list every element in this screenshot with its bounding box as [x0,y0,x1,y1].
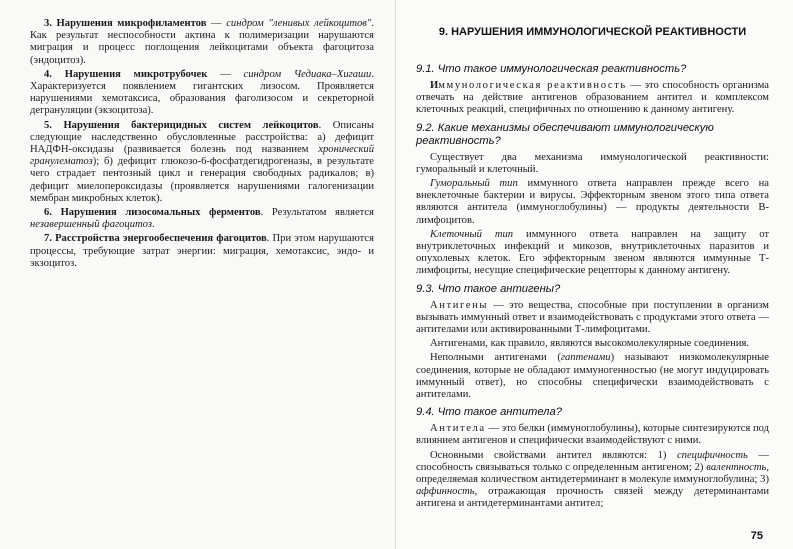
answer-9-4-p1 [416,423,769,447]
term: аффинность [416,486,475,498]
dash: — [207,68,244,80]
dash: — [206,18,227,29]
answer-9-3-p1 [416,300,769,337]
answer-text: иммунного ответа направлен на защиту от внутриклеточных инфекций и микозов, внутриклеточных паразитов и опухолевых клеток. Его эффекторным звеном являются иммунные Т-лимфоциты, несущие специфические рецепторы к данному антигену. [416,228,770,277]
question-9-1: 9.1. Что такое иммунологическая реактивность? [416,63,687,75]
list-item-7 [30,233,374,270]
answer-9-2-p3 [416,229,769,278]
drop-initial: И [430,80,439,91]
page-number: 75 [750,529,763,542]
item-number: 3. [44,18,52,29]
question-9-3: 9.3. Что такое антигены? [416,282,561,295]
term-spaced: Антигены [430,299,489,311]
question-9-2: 9.2. Какие механизмы обеспечивают иммунологическую реактивность? [416,121,714,147]
answer-text: иммунного ответа направлен прежде всего на внеклеточные бактерии и вирусы. Эффекторным звеном этого типа ответа являются антитела (иммуноглобулины) — продукты деятельности В-лимфоцитов. [416,178,769,226]
right-page [396,0,793,549]
item-term: хронический гранулематоз [30,144,374,168]
answer-text: ) называют низкомолекулярные соединения, которые не обладают иммуногенностью (не могут индуцировать иммунный ответ), но способны специфически взаимодействовать с антителами. [416,352,769,401]
item-number: 7. [44,233,52,245]
item-text: . [151,219,155,231]
answer-9-2-p2 [416,178,769,227]
answer-9-2-p1: Существует два механизма иммунологической реактивности: гуморальный и клеточный. [416,151,769,175]
answer-text: , определяемая количеством антидетерминант в молекуле иммуноглобулина; 3) [416,461,769,486]
left-page [0,0,396,549]
answer-9-3-p3 [416,352,769,401]
item-text: . Результатом является [260,207,374,219]
answer-text: — это способность организма отвечать на действие антигенов образованием антител и комплексом клеточных реакций, специфичных по отношению к данному антигену. [416,80,769,116]
answer-9-3-p2: Антигенами, как правило, являются высокомолекулярные соединения. [430,338,749,350]
item-heading: Нарушения бактерицидных систем лейкоцитов [63,119,319,131]
answer-9-1 [416,80,769,117]
item-text: . Как результат неспособности актина к полимеризации нарушаются миграция и процесс поглощения лейкоцитами объекта фагоцитоза (эндоцитоз). [30,18,374,66]
item-number: 6. [44,207,52,219]
list-item-3 [30,18,374,67]
list-item-6 [30,207,374,231]
item-term: незавершенный фагоцитоз [30,219,152,231]
answer-text: Основными свойствами антител являются: 1) [430,449,677,461]
item-heading: Нарушения лизосомальных ферментов [60,207,261,219]
item-text: . Описаны следующие наследственно обусловленные расстройства: а) дефицит НАДФН-оксидазы (развивается болезнь под названием [30,119,375,156]
term: специфичность [676,449,748,461]
item-heading: Расстройства энергообеспечения фагоцитов [55,233,267,245]
term: гаптенами [560,352,611,364]
item-heading: Нарушения микрофиламентов [56,18,207,29]
list-item-4 [30,69,374,118]
item-text: . При этом нарушаются процессы, требующие затрат энергии: миграция, хемотаксис, эндо- и экзоцитоз. [30,233,374,269]
answer-text: — это вещества, способные при поступлении в организм вызывать иммунный ответ и взаимодействовать с продуктами этого ответа — антителами или активированными Т-лимфоцитами. [416,299,769,336]
question-9-4: 9.4. Что такое антитела? [416,406,562,419]
item-text: . Характеризуется появлением гигантских лизосом. Проявляется нарушениями хемотаксиса, образования фаголизосом и секреторной дегрануляции (экзоцитоза). [30,68,374,117]
term: Гуморальный тип [430,178,518,190]
chapter-title: 9. НАРУШЕНИЯ ИММУНОЛОГИЧЕСКОЙ РЕАКТИВНОСТИ [438,26,747,38]
item-term: синдром Чедиака–Хигаши [243,68,372,80]
term: Клеточный тип [430,228,514,240]
item-number: 4. [44,68,52,80]
answer-text: , отражающая прочность связей между детерминантами антигена и антидетерминантами антител; [416,486,769,510]
answer-text: — способность связываться только с определенным антигеном; 2) [416,449,769,473]
list-item-5 [30,120,374,205]
term-spaced: Антитела [430,423,486,435]
item-heading: Нарушения микротрубочек [64,68,208,80]
term: валентность [706,461,767,473]
item-term: синдром "ленивых лейкоцитов" [226,18,372,29]
answer-text: Неполными антигенами ( [430,352,561,364]
answer-9-4-p2 [416,450,769,511]
term-spaced: ммунологическая реактивность [438,80,627,91]
item-number: 5. [44,119,52,131]
item-text: ); б) дефицит глюкозо-6-фосфатдегидрогеназы, в результате чего страдает пентозный цикл и генерация свободных радикалов; в) дефицит миелопероксидазы (проявляется нарушениями галогенизации мембран микробных клеток). [30,156,374,204]
answer-text: — это белки (иммуноглобулины), которые синтезируются под влиянием антигенов и специфически взаимодействуют с ними. [416,423,769,447]
